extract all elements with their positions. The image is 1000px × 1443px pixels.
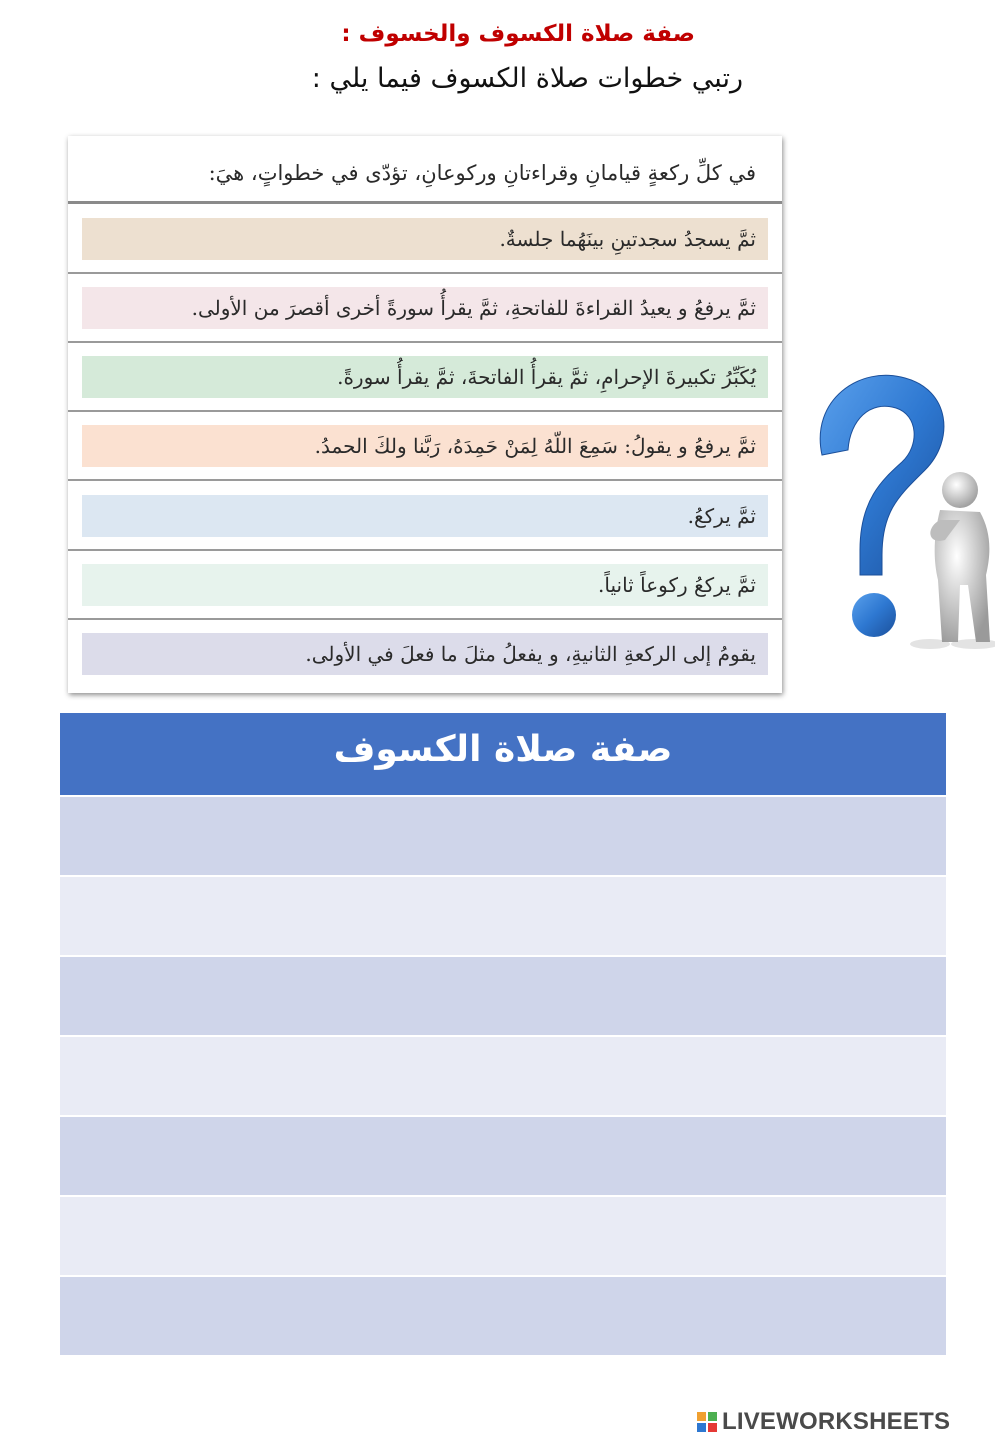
step-card-sujood[interactable] (68, 206, 782, 274)
step-text[interactable]: ثمَّ يركعُ. (82, 495, 768, 537)
step-text[interactable]: ثمَّ يرفعُ و يقولُ: سَمِعَ اللّهُ لِمَنْ حَمِدَهُ، رَبَّنا ولكَ الحمدُ. (82, 425, 768, 467)
liveworksheets-watermark (696, 1405, 996, 1439)
watermark-text: LIVEWORKSHEETS (722, 1408, 951, 1435)
step-text[interactable]: يقومُ إلى الركعةِ الثانيةِ، و يفعلُ مثلَ ما فعلَ في الأولى. (82, 633, 768, 675)
step-card-rise[interactable] (68, 413, 782, 481)
steps-panel (68, 136, 782, 693)
thinking-figure-question-mark-icon (800, 370, 995, 655)
step-card-second-reading[interactable] (68, 275, 782, 343)
step-text[interactable]: يُكَبِّرُ تكبيرةَ الإحرامِ، ثمَّ يقرأُ الفاتحةَ، ثمَّ يقرأُ سورةً. (82, 356, 768, 398)
step-card-second-rakah[interactable] (68, 621, 782, 689)
answer-drop-slot[interactable] (60, 795, 946, 875)
step-card-second-rukoo[interactable] (68, 552, 782, 620)
step-text[interactable]: ثمَّ يركعُ ركوعاً ثانياً. (82, 564, 768, 606)
liveworksheets-logo-icon (696, 1411, 718, 1433)
answer-drop-slot[interactable] (60, 875, 946, 955)
worksheet-title: صفة صلاة الكسوف والخسوف : (341, 21, 695, 47)
answer-drop-slot[interactable] (60, 1035, 946, 1115)
step-card-takbir[interactable] (68, 344, 782, 412)
worksheet-instruction: رتبي خطوات صلاة الكسوف فيما يلي : (311, 63, 743, 94)
answer-drop-slot[interactable] (60, 955, 946, 1035)
answer-drop-slot[interactable] (60, 1115, 946, 1195)
answer-table-header: صفة صلاة الكسوف (60, 713, 946, 795)
step-card-intro (68, 136, 782, 204)
answer-table (60, 713, 946, 1355)
step-text[interactable]: ثمَّ يرفعُ و يعيدُ القراءةَ للفاتحةِ، ثمَّ يقرأُ سورةً أخرى أقصرَ من الأولى. (82, 287, 768, 329)
answer-drop-slot[interactable] (60, 1275, 946, 1355)
step-card-rukoo[interactable] (68, 483, 782, 551)
answer-drop-slot[interactable] (60, 1195, 946, 1275)
step-text[interactable]: ثمَّ يسجدُ سجدتينِ بينَهُما جلسةٌ. (82, 218, 768, 260)
step-text: في كلِّ ركعةٍ قيامانِ وقراءتانِ وركوعانِ، تؤدّى في خطواتٍ، هيَ: (208, 161, 756, 185)
